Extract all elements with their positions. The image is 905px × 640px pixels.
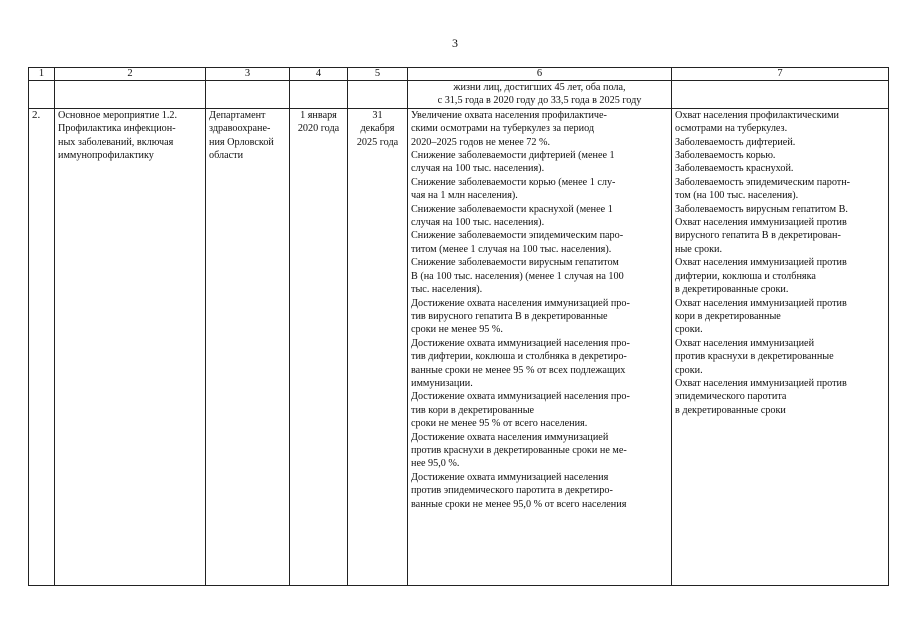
text-line: тив кори в декретированные [411, 404, 535, 416]
row-number: 2. [29, 108, 55, 585]
text-line: сроки не менее 95 % от всего населения. [411, 418, 588, 430]
text-line: тыс. населения). [411, 284, 483, 296]
text-line: сроки. [675, 324, 703, 336]
text-line: Достижение охвата населения иммунизацией [411, 431, 609, 443]
program-table [28, 67, 889, 586]
text-line: против краснухи в декретированные [675, 351, 834, 363]
page-number: 3 [452, 36, 458, 50]
text-line: иммунопрофилактику [58, 150, 154, 162]
text-line: Снижение заболеваемости корью (менее 1 слу- [411, 176, 616, 188]
text-line: чая на 1 млн населения). [411, 190, 518, 202]
text-line: Основное мероприятие 1.2. [58, 109, 178, 121]
column-header-7: 7 [672, 68, 889, 81]
text-line: в декретированные сроки. [675, 284, 789, 296]
text-line: дифтерии, коклюша и столбняка [675, 270, 816, 282]
text-line: Охват населения иммунизацией [675, 337, 815, 349]
text-line: в декретированные сроки [675, 404, 786, 416]
text-line: Охват населения профилактическими [675, 109, 840, 121]
text-line: против краснухи в декретированные сроки не ме- [411, 444, 627, 456]
text-line: области [209, 150, 244, 162]
text-line: случая на 100 тыс. населения). [411, 217, 545, 229]
text-line: Заболеваемость краснухой. [675, 163, 794, 175]
text-line: Снижение заболеваемости эпидемическим паро- [411, 230, 624, 242]
text-line: скими осмотрами на туберкулез за период [411, 123, 595, 135]
text-line: кори в декретированные [675, 310, 781, 322]
text-line: нее 95,0 %. [411, 458, 460, 470]
text-line: Профилактика инфекцион- [58, 123, 176, 135]
text-line: ные сроки. [675, 243, 723, 255]
start-date-cell [290, 108, 348, 585]
column-header-4: 4 [290, 68, 348, 81]
text-line: случая на 100 тыс. населения). [411, 163, 545, 175]
text-line: 2025 года [356, 136, 399, 148]
text-line: Охват населения иммунизацией против [675, 257, 847, 269]
text-line: ванные сроки не менее 95,0 % от всего населения [411, 498, 627, 510]
text-line: титом (менее 1 случая на 100 тыс. населения). [411, 243, 612, 255]
text-line: ных заболеваний, включая [58, 136, 174, 148]
text-line: вирусного гепатита В в декретирован- [675, 230, 841, 242]
text-line: сроки не менее 95 %. [411, 324, 503, 336]
text-line: Достижение охвата иммунизацией населения [411, 471, 609, 483]
text-line: 2020 года [297, 123, 340, 135]
column-header-3: 3 [206, 68, 290, 81]
text-line: против эпидемического паротита в декретиро- [411, 485, 613, 497]
text-line: Достижение охвата иммунизацией населения про- [411, 337, 630, 349]
text-line: В (на 100 тыс. населения) (менее 1 случая на 100 [411, 270, 624, 282]
text-line: Снижение заболеваемости вирусным гепатитом [411, 257, 619, 269]
text-line: 1 января [300, 109, 337, 121]
column-header-5: 5 [348, 68, 408, 81]
text-line: Заболеваемость вирусным гепатитом В. [675, 203, 848, 215]
text-line: осмотрами на туберкулез. [675, 123, 788, 135]
continued-results-cell [408, 81, 672, 109]
end-date-cell [348, 108, 408, 585]
header-row [29, 68, 889, 81]
event-cell [55, 108, 206, 585]
text-line: здравоохране- [209, 123, 271, 135]
results-cell [408, 108, 672, 585]
text-line: Достижение охвата иммунизацией населения про- [411, 391, 630, 403]
text-line: Достижение охвата населения иммунизацией про- [411, 297, 630, 309]
text-line: Департамент [209, 109, 266, 121]
text-line: 31 [372, 109, 383, 121]
text-line: декабря [360, 123, 395, 135]
text-line: Охват населения иммунизацией против [675, 377, 847, 389]
text-line: тив вирусного гепатита В в декретированные [411, 310, 608, 322]
text-line: сроки. [675, 364, 703, 376]
text-line: Заболеваемость эпидемическим паротн- [675, 176, 851, 188]
executor-cell [206, 108, 290, 585]
indicators-cell [672, 108, 889, 585]
text-line: тив дифтерии, коклюша и столбняка в декретиро- [411, 351, 627, 363]
text-line: Увеличение охвата населения профилактиче- [411, 109, 607, 121]
text-line: Снижение заболеваемости краснухой (менее 1 [411, 203, 613, 215]
text-line: Охват населения иммунизацией против [675, 217, 847, 229]
continued-row [29, 81, 889, 109]
text-line: Снижение заболеваемости дифтерией (менее 1 [411, 150, 615, 162]
text-line: с 31,5 года в 2020 году до 33,5 года в 2025 году [437, 95, 642, 107]
text-line: том (на 100 тыс. населения). [675, 190, 799, 202]
column-header-2: 2 [55, 68, 206, 81]
text-line: 2020–2025 годов не менее 72 %. [411, 136, 551, 148]
text-line: эпидемического паротита [675, 391, 787, 403]
text-line: иммунизации. [411, 377, 473, 389]
text-line: Заболеваемость корью. [675, 150, 776, 162]
text-line: жизни лиц, достигших 45 лет, оба пола, [453, 82, 626, 93]
text-line: ния Орловской [209, 136, 274, 148]
column-header-6: 6 [408, 68, 672, 81]
text-line: Охват населения иммунизацией против [675, 297, 847, 309]
text-line: ванные сроки не менее 95 % от всех подлежащих [411, 364, 626, 376]
text-line: Заболеваемость дифтерией. [675, 136, 796, 148]
column-header-1: 1 [29, 68, 55, 81]
table-row [29, 108, 889, 585]
